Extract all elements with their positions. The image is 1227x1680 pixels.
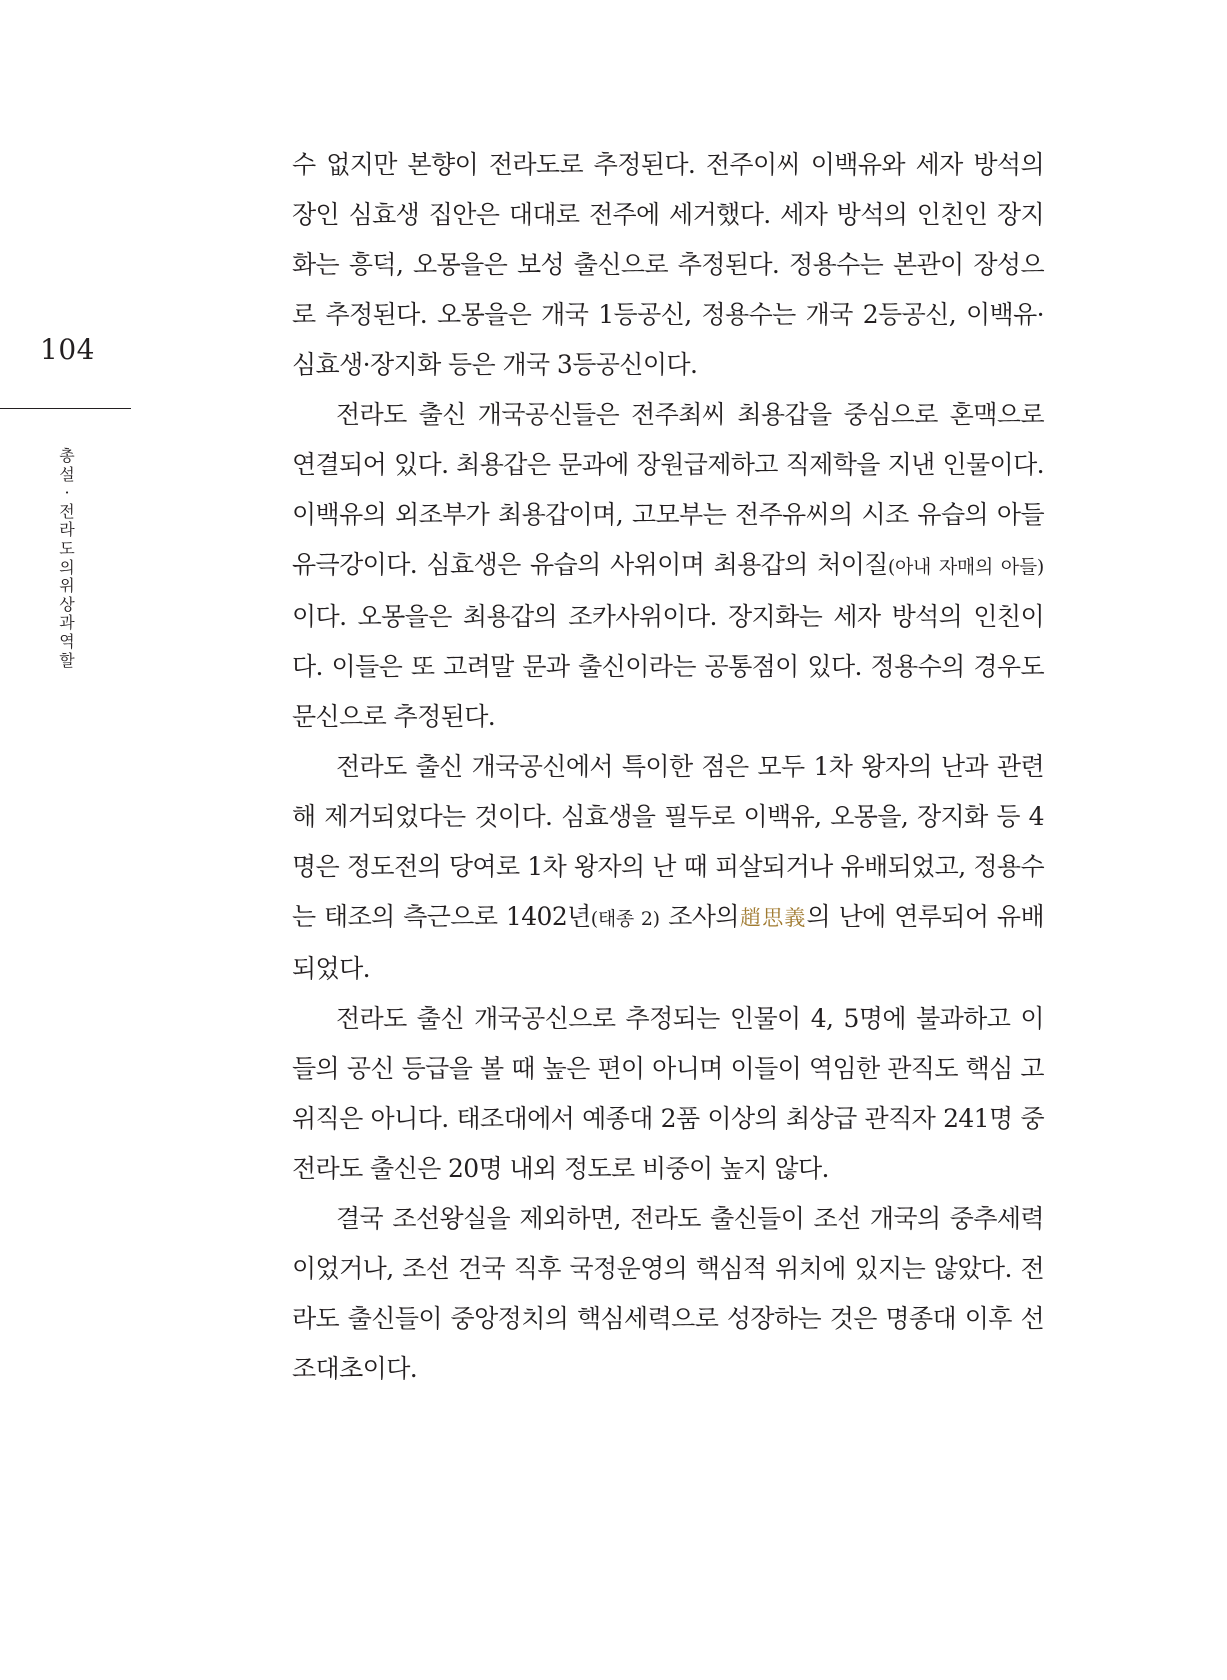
paragraph-text: 이다. 오몽을은 최용갑의 조카사위이다. 장지화는 세자 방석의 인친이다. 이들은 또 고려말 문과 출신이라는 공통점이 있다. 정용수의 경우도 문신으로 추정된다. — [292, 602, 1044, 731]
section-title-char: 상 — [59, 594, 75, 614]
paragraph-rank: 전라도 출신 개국공신으로 추정되는 인물이 4, 5명에 불과하고 이들의 공신 등급을 볼 때 높은 편이 아니며 이들이 역임한 관직도 핵심 고위직은 아니다. 태조대에서 예종대 2품 이상의 최상급 관직자 241명 중 전라도 출신은 20명 내외 정도로 비중이 높지 않다. — [292, 1004, 1044, 1183]
paragraph-text: 전라도 출신 개국공신들은 전주최씨 최용갑을 중심으로 혼맥으로 연결되어 있다. 최용갑은 문과에 장원급제하고 직제학을 지낸 인물이다. 이백유의 외조부가 최용갑이며, 고모부는 전주유씨의 시조 유습의 아들 유극강이다. 심효생은 유습의 사위이며 최용갑의 처이질 — [292, 400, 1044, 579]
section-title-char: 총 — [59, 446, 75, 465]
section-title-char: 할 — [59, 650, 75, 670]
paragraph-text: 전라도 출신 개국공신에서 특이한 점은 모두 1차 왕자의 난과 관련해 제거되었다는 것이다. 심효생을 필두로 이백유, 오몽을, 장지화 등 4명은 정도전의 당여로 1차 왕자의 난 때 피살되거나 유배되었고, 정용수는 태조의 측근으로 1402년 — [292, 752, 1044, 931]
paragraph-marriage-ties — [292, 390, 1044, 742]
paragraph-text: 의 난에 연루되어 유배되었다. — [292, 902, 1044, 983]
section-title-char: 전 — [59, 501, 75, 521]
paragraph-text: 조사의 — [659, 902, 739, 931]
body-text — [292, 140, 1044, 1394]
section-title-char: 과 — [59, 613, 75, 633]
section-title-char: 도 — [59, 538, 75, 558]
inline-note: (아내 자매의 아들) — [887, 556, 1044, 578]
paragraph-continued: 수 없지만 본향이 전라도로 추정된다. 전주이씨 이백유와 세자 방석의 장인 심효생 집안은 대대로 전주에 세거했다. 세자 방석의 인친인 장지화는 흥덕, 오몽을은 보성 출신으로 추정된다. 정용수는 본관이 장성으로 추정된다. 오몽을은 개국 1등공신, 정용수는 개국 2등공신, 이백유·심효생·장지화 등은 개국 3등공신이다. — [292, 150, 1044, 379]
paragraph-conclusion: 결국 조선왕실을 제외하면, 전라도 출신들이 조선 개국의 중추세력이었거나, 조선 건국 직후 국정운영의 핵심적 위치에 있지는 않았다. 전라도 출신들이 중앙정치의 핵심세력으로 성장하는 것은 명종대 이후 선조대초이다. — [292, 1204, 1044, 1383]
section-title-char: 위 — [59, 576, 75, 596]
page-number: 104 — [40, 333, 95, 366]
section-title-char: 라 — [59, 520, 75, 540]
section-title-char: · — [64, 483, 70, 503]
section-title-char: 설 — [59, 464, 75, 484]
section-title-char: 의 — [59, 557, 75, 577]
paragraph-purge — [292, 742, 1044, 994]
hanja-annotation: 趙思義 — [738, 906, 807, 930]
section-title-char: 역 — [59, 631, 75, 651]
margin-divider — [0, 408, 131, 409]
inline-note: (태종 2) — [590, 908, 660, 930]
running-section-title — [56, 447, 78, 670]
